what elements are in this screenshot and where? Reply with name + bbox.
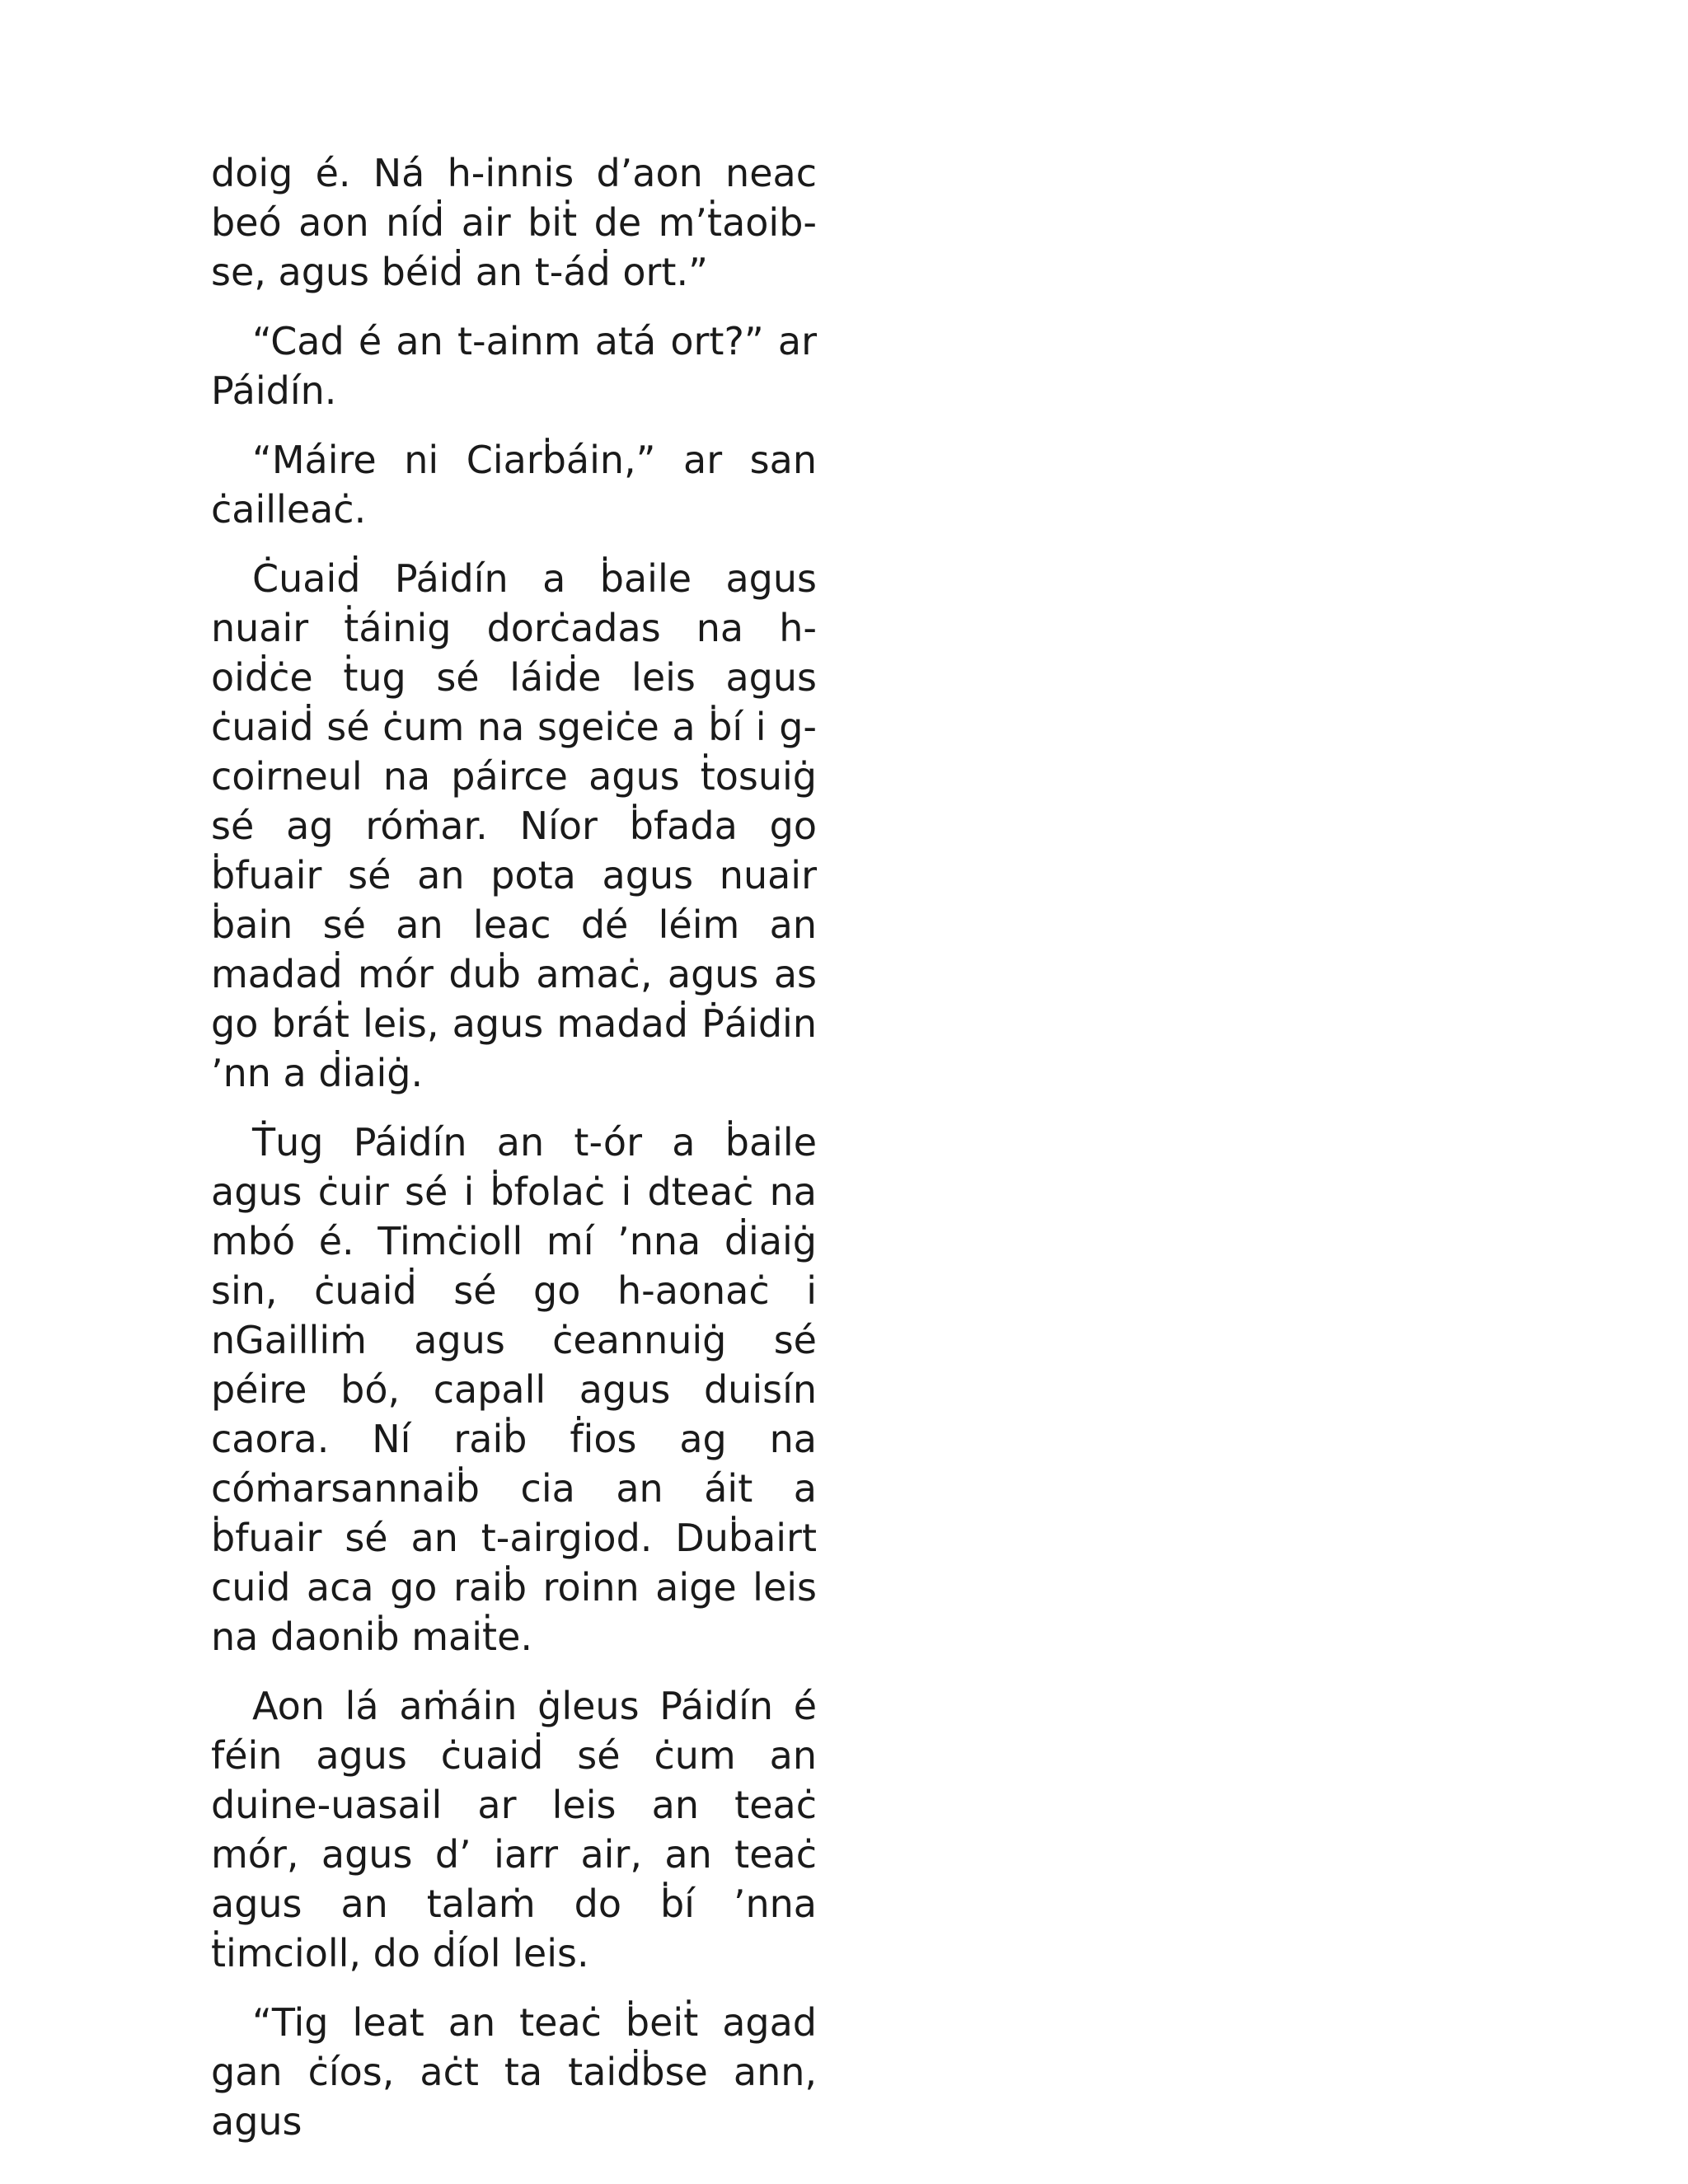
paragraph-5: Ṫug Páidín an t-ór a ḃaile agus ċuir sé i ḃfolaċ i dteaċ na mbó é. Timċioll mí ’nna ḋiaiġ sin, ċuaiḋ sé go h-aonaċ i nGailliṁ agus ċeannuiġ sé péire bó, capall agus duisín caora. Ní raiḃ ḟios ag na cóṁarsannaiḃ cia an áit a ḃfuair sé an t-airgiod. Duḃairt cuid aca go raiḃ roinn aige leis na daoniḃ maiṫe. <box>211 1120 817 1659</box>
body-text <box>211 151 817 2144</box>
paragraph-1: doig é. Ná h-innis d’aon neac beó aon níḋ air biṫ de m’ṫaoib-se, agus béiḋ an t-áḋ ort.” <box>211 151 817 294</box>
paragraph-3: “Máire ni Ciarḃáin,” ar san ċailleaċ. <box>211 438 817 532</box>
paragraph-4: Ċuaiḋ Páidín a ḃaile agus nuair ṫáinig dorċadas na h-oiḋċe ṫug sé láiḋe leis agus ċuaiḋ sé ċum na sgeiċe a ḃí i g-coirneul na páirce agus ṫosuiġ sé ag róṁar. Níor ḃfada go ḃfuair sé an pota agus nuair ḃain sé an leac dé léim an madaḋ mór duḃ amaċ, agus as go bráṫ leis, agus madaḋ Ṗáidin ’nn a ḋiaiġ. <box>211 556 817 1095</box>
paragraph-2: “Cad é an t-ainm atá ort?” ar Páidín. <box>211 319 817 413</box>
paragraph-7: “Tig leat an teaċ ḃeiṫ agad gan ċíos, aċt ta taiḋḃse ann, agus <box>211 2000 817 2144</box>
paragraph-6: Aon lá aṁáin ġleus Páidín é féin agus ċuaiḋ sé ċum an duine-uasail ar leis an teaċ mór, agus d’ iarr air, an teaċ agus an talaṁ do ḃí ’nna ṫimcioll, do ḋíol leis. <box>211 1684 817 1975</box>
